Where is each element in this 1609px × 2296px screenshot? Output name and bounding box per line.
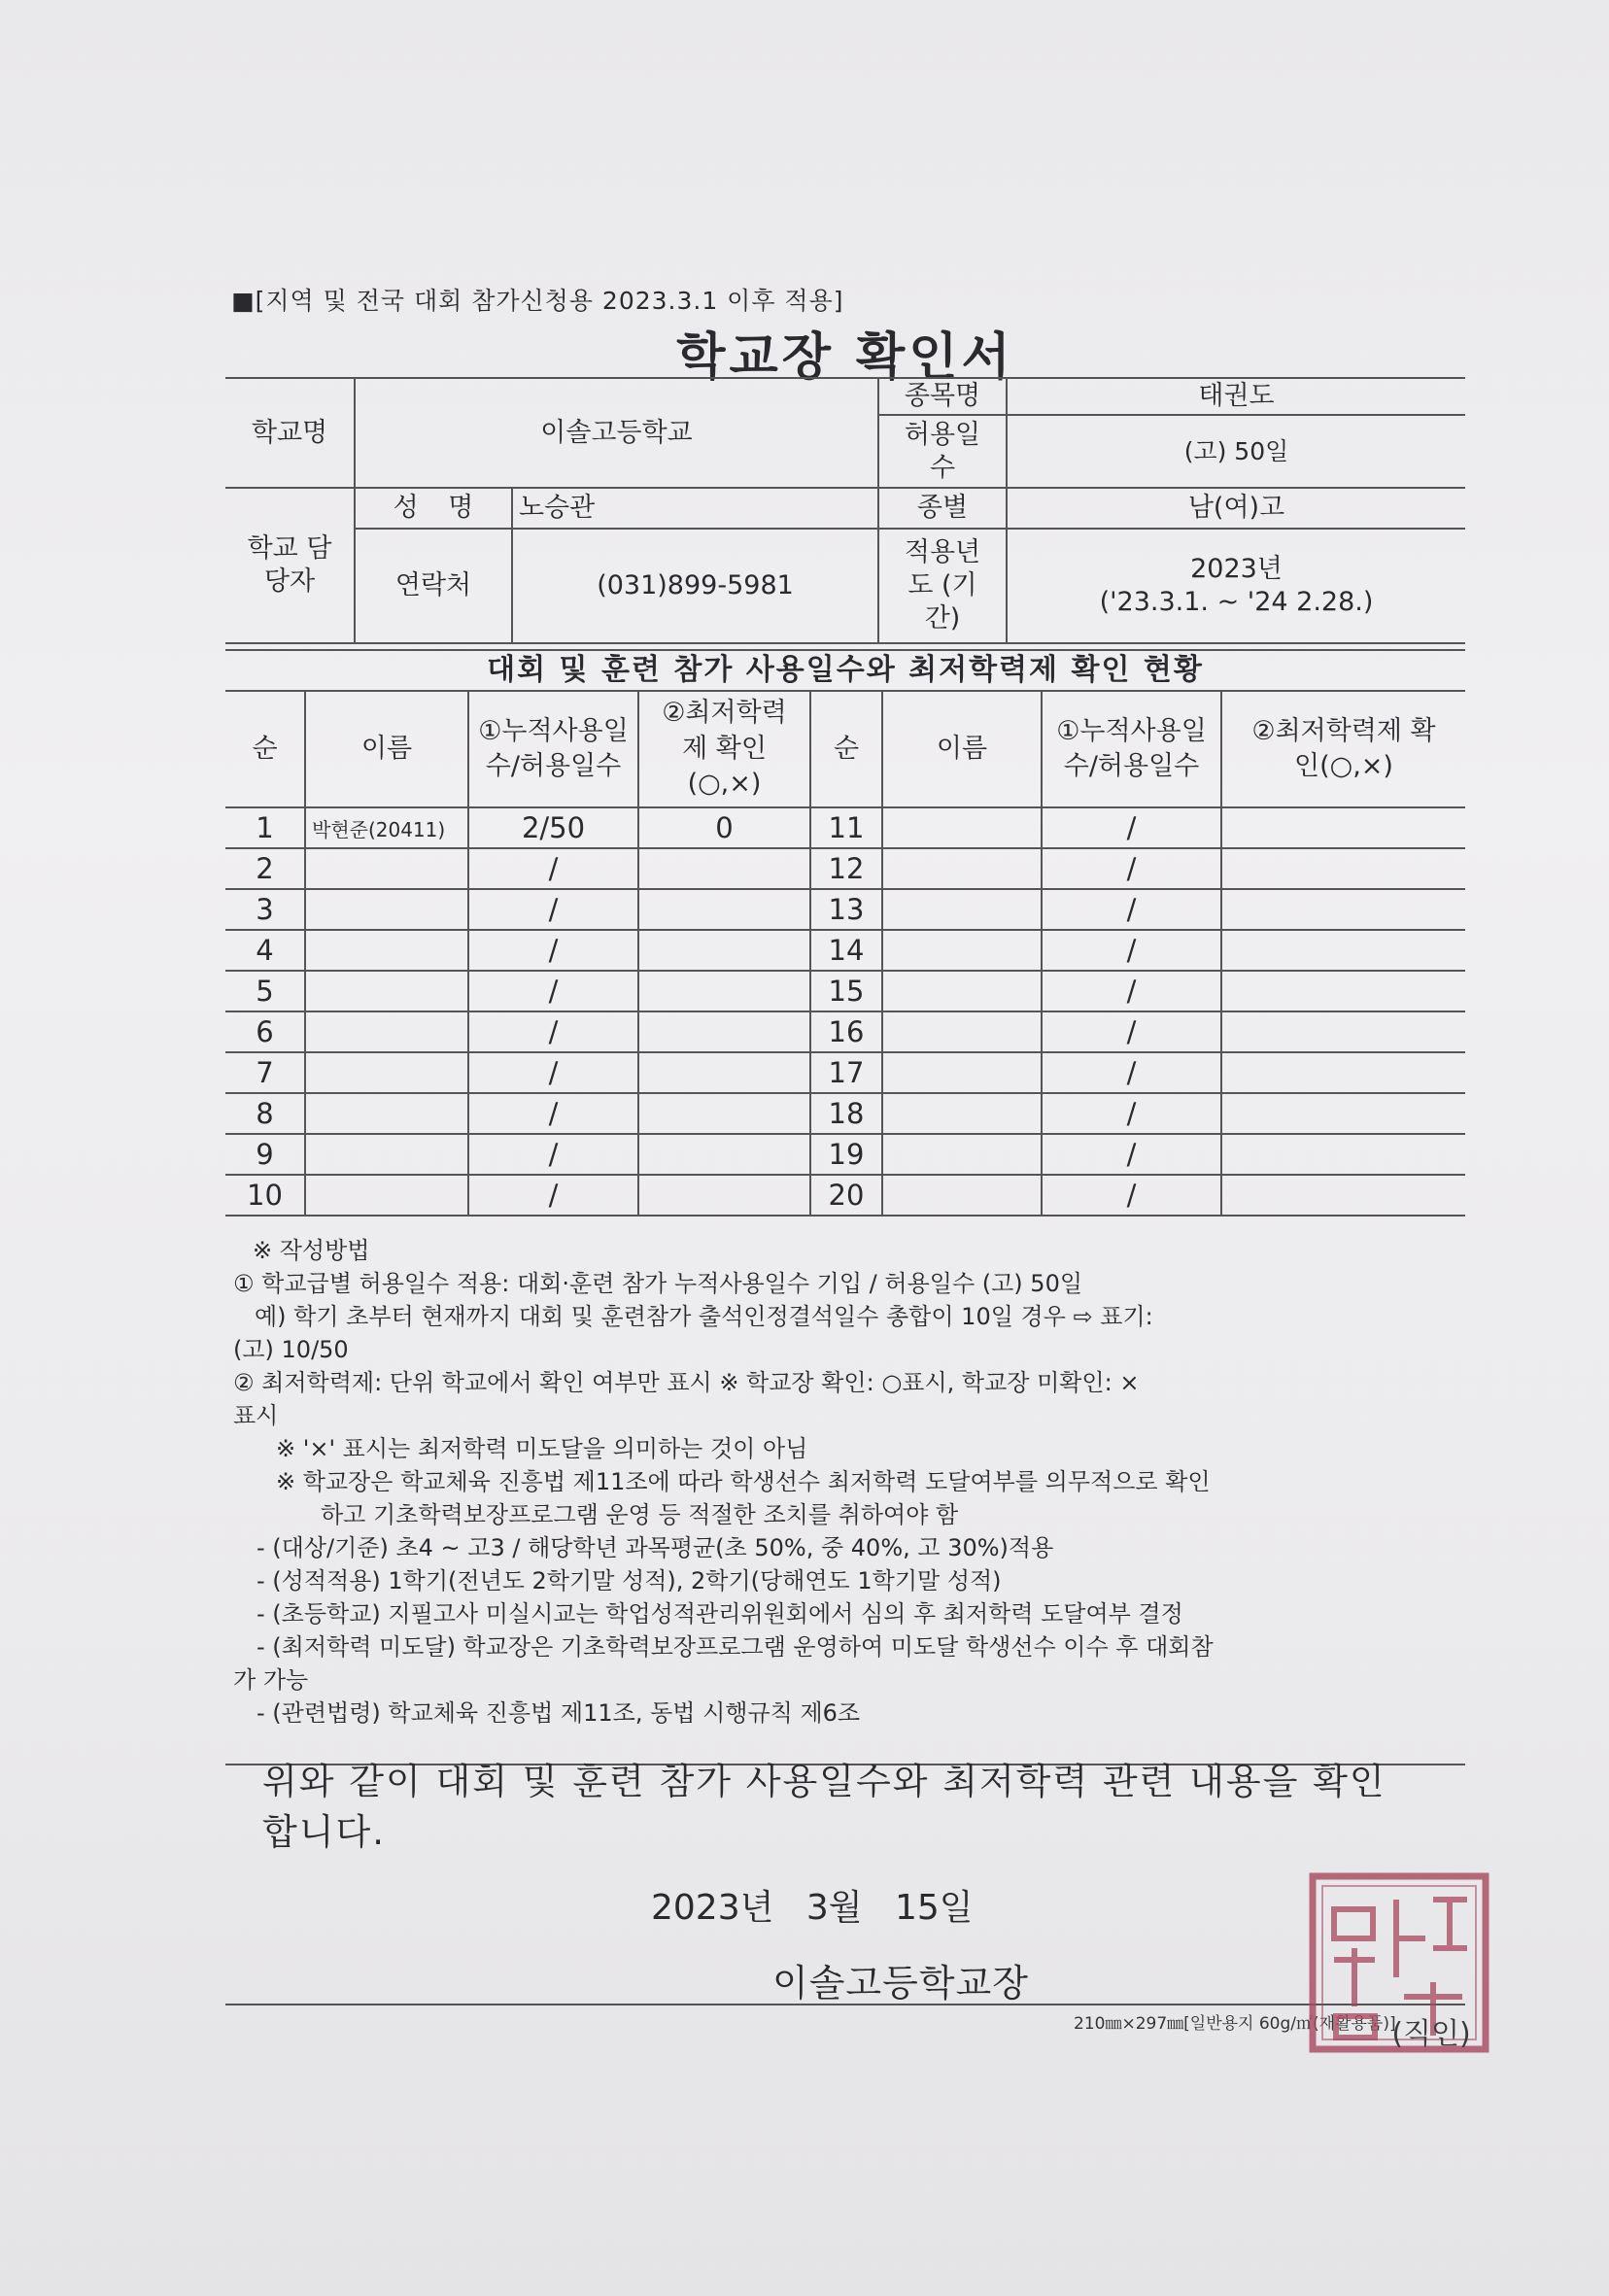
- cell-check: [1221, 848, 1465, 889]
- cell-check: [638, 1134, 810, 1175]
- cell-name: [305, 1093, 468, 1134]
- cell-name: [305, 1175, 468, 1216]
- cell-name: [882, 930, 1042, 971]
- cell-days: /: [468, 1011, 638, 1052]
- note-5: - (대상/기준) 초4 ~ 고3 / 해당학년 과목평균(초 50%, 중 40%, 고 30%)적용: [257, 1534, 1054, 1561]
- name-value: 노승관: [512, 488, 878, 529]
- staff-label: 학교 담당자: [225, 488, 355, 643]
- cell-no: 14: [810, 930, 882, 971]
- col-days-2: ①누적사용일수/허용일수: [1042, 691, 1221, 807]
- cell-no: 7: [225, 1052, 305, 1093]
- cell-no: 15: [810, 971, 882, 1011]
- note-2-cont: 표시: [233, 1402, 279, 1429]
- cell-days: /: [1042, 807, 1221, 848]
- period-text: ('23.3.1. ~ '24 2.28.): [1099, 587, 1374, 617]
- cell-name: [882, 1175, 1042, 1216]
- col-check: ②최저학력제 확인(○,×): [638, 691, 810, 807]
- notes-heading: ※ 작성방법: [253, 1237, 370, 1264]
- cell-name: [305, 848, 468, 889]
- table-row: [225, 1093, 1465, 1134]
- section-title: 대회 및 훈련 참가 사용일수와 최저학력제 확인 현황: [225, 649, 1465, 692]
- cell-no: 6: [225, 1011, 305, 1052]
- cell-days: /: [468, 971, 638, 1011]
- cell-days: /: [468, 1134, 638, 1175]
- school-name: 이솔고등학교: [355, 378, 878, 488]
- cell-no: 2: [225, 848, 305, 889]
- cell-check: [1221, 930, 1465, 971]
- contact-label: 연락처: [355, 529, 512, 643]
- col-no: 순: [225, 691, 305, 807]
- cell-name: [882, 1134, 1042, 1175]
- cell-name: [305, 1134, 468, 1175]
- table-row: [225, 848, 1465, 889]
- cell-check: 0: [638, 807, 810, 848]
- cell-no: 4: [225, 930, 305, 971]
- name-label: 성 명: [355, 488, 512, 529]
- cell-no: 16: [810, 1011, 882, 1052]
- col-check-2: ②최저학력제 확인(○,×): [1221, 691, 1465, 807]
- event-label: 종목명: [878, 378, 1007, 415]
- contact-value: (031)899-5981: [512, 529, 878, 643]
- seal-stamp-icon: [1307, 1870, 1491, 2055]
- cell-name: [882, 1011, 1042, 1052]
- cell-no: 3: [225, 889, 305, 930]
- cell-no: 20: [810, 1175, 882, 1216]
- cell-days: /: [1042, 1175, 1221, 1216]
- year-value: [1007, 529, 1465, 643]
- info-table: [225, 377, 1465, 644]
- cell-days: /: [1042, 1134, 1221, 1175]
- cell-days: /: [1042, 930, 1221, 971]
- cell-no: 11: [810, 807, 882, 848]
- gender-label: 종별: [878, 488, 1007, 529]
- event-value: 태권도: [1007, 378, 1465, 415]
- cell-name: [882, 971, 1042, 1011]
- cell-name: [305, 930, 468, 971]
- cell-days: /: [1042, 848, 1221, 889]
- gender-value: 남(여)고: [1007, 488, 1465, 529]
- cell-check: [638, 971, 810, 1011]
- col-name-2: 이름: [882, 691, 1042, 807]
- table-row: [225, 1052, 1465, 1093]
- cell-check: [1221, 1175, 1465, 1216]
- cell-name: [882, 889, 1042, 930]
- cell-no: 12: [810, 848, 882, 889]
- cell-check: [1221, 1093, 1465, 1134]
- header-note: ■[지역 및 전국 대회 참가신청용 2023.3.1 이후 적용]: [231, 287, 844, 315]
- note-1: ① 학교급별 허용일수 적용: 대회·훈련 참가 누적사용일수 기입 / 허용일수 (고) 50일: [233, 1270, 1083, 1297]
- cell-days: /: [468, 930, 638, 971]
- issue-date: 2023년 3월 15일: [651, 1888, 974, 1928]
- cell-name: [305, 971, 468, 1011]
- cell-days: /: [468, 889, 638, 930]
- cell-check: [638, 1052, 810, 1093]
- table-row: [225, 807, 1465, 848]
- cell-days: /: [1042, 971, 1221, 1011]
- cell-days: /: [1042, 1093, 1221, 1134]
- cell-days: 2/50: [468, 807, 638, 848]
- cell-name: [305, 1011, 468, 1052]
- allow-value: (고) 50일: [1007, 415, 1465, 488]
- paper-spec: 210㎜×297㎜[일반용지 60g/㎡(재활용품)]: [1074, 2014, 1396, 2034]
- participation-table: [225, 690, 1465, 1217]
- cell-days: /: [1042, 889, 1221, 930]
- year-text: 2023년: [1190, 554, 1283, 585]
- cell-check: [1221, 1134, 1465, 1175]
- cell-name: [882, 807, 1042, 848]
- cell-no: 10: [225, 1175, 305, 1216]
- note-8: - (최저학력 미도달) 학교장은 기초학력보장프로그램 운영하여 미도달 학생선수 이수 후 대회참: [257, 1633, 1214, 1661]
- cell-no: 5: [225, 971, 305, 1011]
- note-9: - (관련법령) 학교체육 진흥법 제11조, 동법 시행규칙 제6조: [257, 1699, 861, 1727]
- table-row: [225, 1175, 1465, 1216]
- cell-check: [638, 848, 810, 889]
- cell-check: [638, 1093, 810, 1134]
- cell-check: [638, 930, 810, 971]
- cell-no: 9: [225, 1134, 305, 1175]
- cell-check: [1221, 807, 1465, 848]
- confirmation-line-1: 위와 같이 대회 및 훈련 참가 사용일수와 최저학력 관련 내용을 확인: [262, 1761, 1386, 1802]
- cell-days: /: [468, 848, 638, 889]
- instructions: [233, 1234, 1467, 1730]
- allow-label: 허용일수: [878, 415, 1007, 488]
- cell-check: [638, 1175, 810, 1216]
- cell-name: [882, 1093, 1042, 1134]
- cell-name: 박현준(20411): [305, 807, 468, 848]
- note-1-example-cont: (고) 10/50: [233, 1336, 349, 1363]
- year-label: 적용년도 (기간): [878, 529, 1007, 643]
- cell-days: /: [1042, 1011, 1221, 1052]
- cell-check: [638, 1011, 810, 1052]
- col-no-2: 순: [810, 691, 882, 807]
- cell-days: /: [468, 1175, 638, 1216]
- cell-name: [305, 1052, 468, 1093]
- table-row: [225, 1134, 1465, 1175]
- note-4: ※ 학교장은 학교체육 진흥법 제11조에 따라 학생선수 최저학력 도달여부를 의무적으로 확인: [276, 1468, 1211, 1495]
- note-4-cont: 하고 기초학력보장프로그램 운영 등 적절한 조치를 취하여야 함: [321, 1501, 959, 1528]
- table-row: [225, 971, 1465, 1011]
- page-title: 학교장 확인서: [676, 328, 1014, 387]
- cell-no: 1: [225, 807, 305, 848]
- signer-name: 이솔고등학교장: [772, 1962, 1029, 2005]
- confirmation-text: [262, 1757, 1457, 1858]
- table-row: [225, 889, 1465, 930]
- table-row: [225, 1011, 1465, 1052]
- table-row: [225, 930, 1465, 971]
- cell-name: [882, 848, 1042, 889]
- cell-name: [882, 1052, 1042, 1093]
- school-label: 학교명: [225, 378, 355, 488]
- cell-no: 19: [810, 1134, 882, 1175]
- note-3: ※ '×' 표시는 최저학력 미도달을 의미하는 것이 아님: [276, 1435, 808, 1462]
- note-7: - (초등학교) 지필고사 미실시교는 학업성적관리위원회에서 심의 후 최저학력 도달여부 결정: [257, 1600, 1183, 1628]
- cell-name: [305, 889, 468, 930]
- cell-check: [1221, 971, 1465, 1011]
- cell-no: 8: [225, 1093, 305, 1134]
- col-days: ①누적사용일수/허용일수: [468, 691, 638, 807]
- cell-days: /: [1042, 1052, 1221, 1093]
- note-1-example: 예) 학기 초부터 현재까지 대회 및 훈련참가 출석인정결석일수 총합이 10일 경우 ⇨ 표기:: [255, 1303, 1153, 1330]
- seal-mark: (직인): [1391, 2017, 1471, 2051]
- cell-check: [1221, 1052, 1465, 1093]
- cell-check: [1221, 1011, 1465, 1052]
- cell-no: 18: [810, 1093, 882, 1134]
- cell-check: [638, 889, 810, 930]
- confirmation-line-2: 합니다.: [262, 1811, 386, 1853]
- note-2: ② 최저학력제: 단위 학교에서 확인 여부만 표시 ※ 학교장 확인: ○표시, 학교장 미확인: ×: [233, 1369, 1140, 1396]
- col-name: 이름: [305, 691, 468, 807]
- cell-no: 17: [810, 1052, 882, 1093]
- cell-days: /: [468, 1052, 638, 1093]
- note-8-cont: 가 가능: [233, 1666, 309, 1694]
- cell-check: [1221, 889, 1465, 930]
- cell-days: /: [468, 1093, 638, 1134]
- divider-bottom: [225, 2004, 1465, 2005]
- note-6: - (성적적용) 1학기(전년도 2학기말 성적), 2학기(당해연도 1학기말 성적): [257, 1567, 1002, 1594]
- cell-no: 13: [810, 889, 882, 930]
